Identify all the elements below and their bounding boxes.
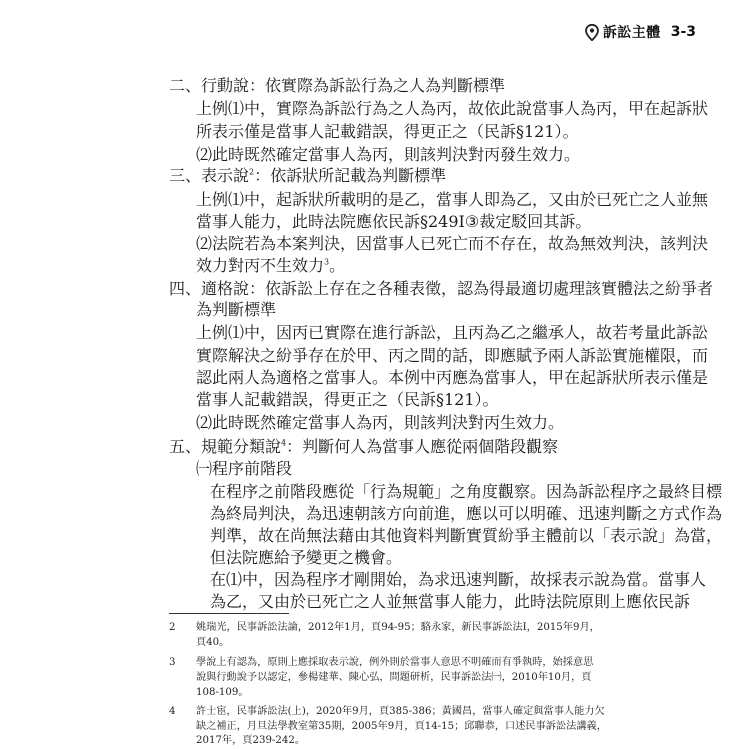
footnote-line: 說與行動說予以認定，參楊建華、陳心弘，問題研析，民事訴訟法㈠，2010年10月，頁 — [196, 672, 592, 683]
paragraph-line: 上例⑴中，起訴狀所載明的是乙，當事人即為乙，又由於已死亡之人並無 — [196, 190, 709, 209]
location-pin-icon — [585, 24, 599, 41]
footnote-number: 4 — [169, 706, 176, 717]
footnote-divider — [169, 613, 289, 614]
paragraph-line: 在⑴中，因為程序才剛開始，為求迅速判斷，故採表示說為當。當事人 — [210, 570, 707, 589]
footnote-line: 姚瑞光，民事訴訟法論，2012年1月，頁94-95；駱永家，新民事訴訟法Ⅰ，2015年9月， — [196, 622, 600, 633]
paragraph-line: 上例⑴中，因丙已實際在進行訴訟，且丙為乙之繼承人，故若考量此訴訟 — [196, 323, 709, 342]
paragraph-line: ⑵此時既然確定當事人為丙，則該判決對丙生效力。 — [196, 413, 565, 432]
paragraph-line: 認此兩人為適格之當事人。本例中丙應為當事人，甲在起訴狀所表示僅是 — [196, 368, 709, 387]
section-4-heading-cont: 為判斷標準 — [196, 300, 277, 319]
section-5-heading: 五、規範分類說$^4$：判斷何人為當事人應從兩個階段觀察 — [169, 437, 559, 456]
paragraph-line: 效力對丙不生效力$^3$。 — [196, 256, 346, 275]
paragraph-line: 為終局判決，為迅速朝該方向前進，應以可以明確、迅速判斷之方式作為 — [210, 504, 723, 523]
paragraph-line: 在程序之前階段應從「行為規範」之角度觀察。因為訴訟程序之最終目標 — [210, 482, 723, 501]
paragraph-line: 上例⑴中，實際為訴訟行為之人為丙，故依此說當事人為丙，甲在起訴狀 — [196, 99, 709, 118]
section-4-heading: 四、適格說：依訴訟上存在之各種表徵，認為得最適切處理該實體法之紛爭者 — [169, 279, 714, 298]
footnote-ref: 3 — [324, 257, 330, 267]
paragraph-line: 實際解決之紛爭存在於甲、丙之間的話，即應賦予兩人訴訟實施權限，而 — [196, 346, 709, 365]
footnote-line: 許士宦，民事訴訟法(上)，2020年9月，頁385-386；黃國昌，當事人確定與當事人能力欠 — [196, 706, 605, 717]
section-2-heading: 二、行動說：依實際為訴訟行為之人為判斷標準 — [169, 76, 506, 95]
footnote-number: 3 — [169, 657, 176, 668]
footnote-number: 2 — [169, 622, 176, 633]
paragraph-line: 判準，故在尚無法藉由其他資料判斷實質紛爭主體前以「表示說」為當， — [210, 526, 723, 545]
paragraph-line: 所表示僅是當事人記載錯誤，得更正之（民訴§121）。 — [196, 122, 579, 141]
subsection-heading: ㈠程序前階段 — [196, 459, 293, 478]
paragraph-line: 但法院應給予變更之機會。 — [210, 548, 403, 567]
paragraph-line: 當事人記載錯誤，得更正之（民訴§121）。 — [196, 390, 499, 409]
paragraph-line: 當事人能力，此時法院應依民訴§249Ⅰ③裁定駁回其訴。 — [196, 212, 592, 231]
chapter-title: 訴訟主體 — [602, 25, 661, 41]
page-header — [585, 20, 696, 44]
paragraph-line: 為乙，又由於已死亡之人並無當事人能力，此時法院原則上應依民訴 — [210, 592, 691, 611]
paragraph-line: ⑵此時既然確定當事人為丙，則該判決對丙發生效力。 — [196, 145, 581, 164]
footnote-line: 108-109。 — [196, 687, 249, 698]
page-number: 3-3 — [670, 24, 696, 40]
paragraph-line: ⑵法院若為本案判決，因當事人已死亡而不存在，故為無效判決，該判決 — [196, 234, 709, 253]
section-3-heading: 三、表示說$^2$：依訴狀所記載為判斷標準 — [169, 166, 447, 185]
footnote-ref: 2 — [249, 167, 255, 177]
footnote-line: 2017年，頁239-242。 — [196, 735, 306, 746]
footnote-ref: 4 — [281, 438, 287, 448]
footnote-line: 缺之補正，月旦法學教室第35期，2005年9月，頁14-15；邱聯恭，口述民事訴訟法講義， — [196, 721, 607, 732]
footnote-line: 頁40。 — [196, 637, 230, 648]
footnote-line: 學說上有認為，原則上應採取表示說，例外則於當事人意思不明確而有爭執時，始採意思 — [196, 657, 594, 668]
